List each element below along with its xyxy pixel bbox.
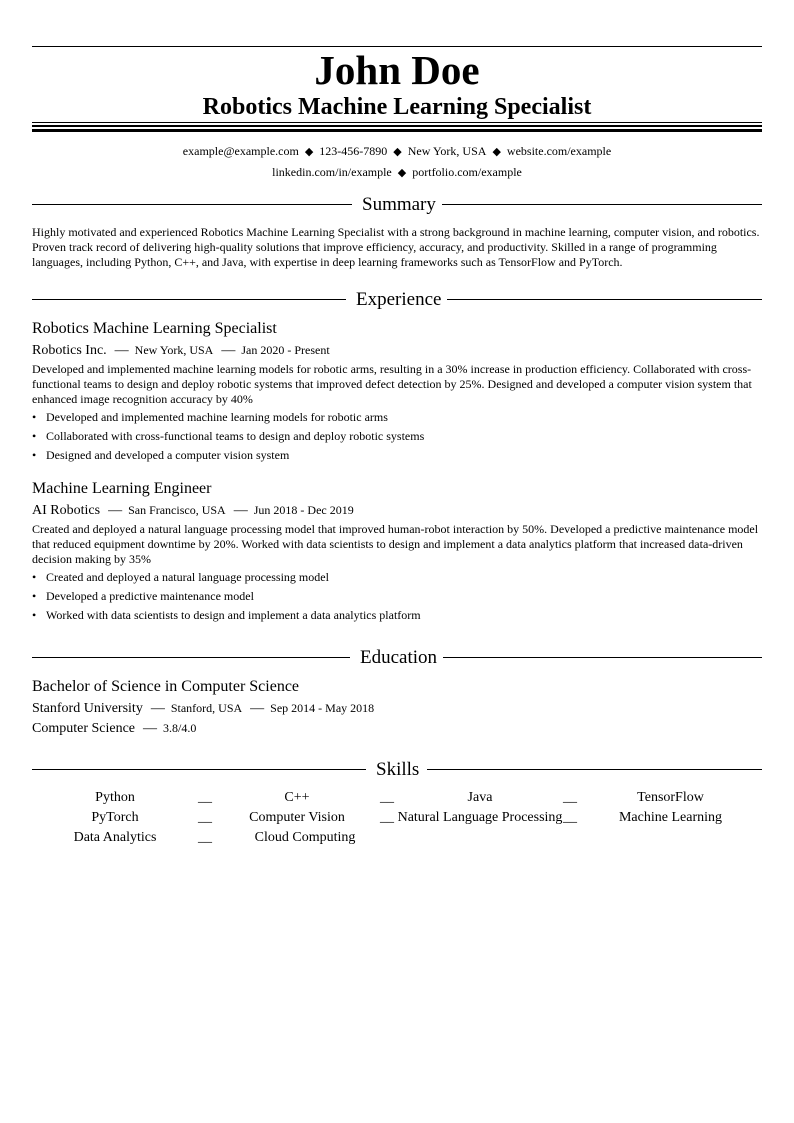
- education-heading: [32, 646, 762, 670]
- candidate-name: John Doe: [314, 47, 480, 93]
- section-rule-right: [442, 204, 762, 205]
- section-title: Summary: [362, 194, 436, 215]
- section-title: Education: [360, 647, 438, 668]
- skills-heading: [32, 758, 762, 782]
- bullet-text: Developed and implemented machine learning models for robotic arms: [46, 410, 388, 424]
- section-rule-right: [447, 299, 762, 300]
- education-dates: Sep 2014 - May 2018: [270, 701, 375, 715]
- job-title: Robotics Machine Learning Specialist: [32, 320, 277, 337]
- dash-separator: __: [380, 790, 394, 805]
- skill-item: Data Analytics: [73, 830, 157, 845]
- bullet-icon: •: [32, 448, 37, 462]
- contact-line-1: [32, 143, 762, 160]
- dash-separator: —: [143, 721, 158, 736]
- diamond-separator-icon: ◆: [304, 146, 314, 158]
- list-item: [32, 587, 762, 606]
- bullet-icon: •: [32, 410, 37, 424]
- diamond-separator-icon: ◆: [393, 146, 402, 158]
- experience-heading: [32, 288, 762, 312]
- job-bullets: [32, 408, 762, 465]
- bullet-icon: •: [32, 589, 37, 603]
- education-location: Stanford, USA: [170, 701, 243, 715]
- skill-item: PyTorch: [91, 810, 139, 825]
- education-field-row: [32, 719, 196, 738]
- education-meta: [32, 699, 374, 718]
- skill-item: Computer Vision: [249, 810, 345, 825]
- list-item: [32, 427, 762, 446]
- contact-linkedin[interactable]: linkedin.com/in/example: [272, 165, 392, 179]
- education-school: Stanford University: [32, 701, 143, 716]
- bullet-text: Developed a predictive maintenance model: [46, 589, 254, 603]
- bullet-icon: •: [32, 429, 37, 443]
- dash-separator: —: [114, 343, 129, 358]
- dash-separator: __: [198, 790, 212, 805]
- contact-email[interactable]: example@example.com: [182, 144, 299, 158]
- contact-website[interactable]: website.com/example: [506, 144, 612, 158]
- contact-location: New York, USA: [407, 144, 487, 158]
- section-rule-left: [32, 299, 346, 300]
- diamond-separator-icon: ◆: [492, 146, 501, 158]
- skill-item: Machine Learning: [618, 810, 722, 825]
- section-rule-left: [32, 657, 350, 658]
- summary-heading: [32, 193, 762, 217]
- job-company: Robotics Inc.: [32, 343, 107, 358]
- bullet-text: Collaborated with cross-functional teams to design and deploy robotic systems: [46, 429, 425, 443]
- bullet-icon: •: [32, 608, 37, 622]
- list-item: [32, 408, 762, 427]
- section-title: Skills: [376, 759, 420, 780]
- bullet-text: Created and deployed a natural language processing model: [46, 570, 329, 584]
- section-rule-right: [427, 769, 762, 770]
- job-meta: [32, 341, 330, 360]
- dash-separator: —: [108, 503, 123, 518]
- header-rule-thin: [32, 122, 762, 123]
- summary-text: Highly motivated and experienced Robotics Machine Learning Specialist with a strong background in machine learning, computer vision, and robotics. Proven track record of delivering high-quality solutions that improve efficiency, accuracy, and productivity. Skilled in a range of programming languages, including Python, C++, and Java, with expertise in deep learning frameworks such as TensorFlow and PyTorch.: [32, 225, 760, 269]
- dash-separator: __: [198, 810, 212, 825]
- skill-item: Java: [467, 790, 493, 805]
- education-degree: Bachelor of Science in Computer Science: [32, 678, 300, 695]
- contact-line-2: [32, 164, 762, 181]
- job-bullets: [32, 568, 762, 625]
- job-location: New York, USA: [134, 343, 214, 357]
- list-item: [32, 606, 762, 625]
- job-dates: Jun 2018 - Dec 2019: [253, 503, 354, 517]
- dash-separator: __: [563, 810, 577, 825]
- section-rule-right: [443, 657, 762, 658]
- bullet-text: Worked with data scientists to design and implement a data analytics platform: [46, 608, 421, 622]
- list-item: [32, 446, 762, 465]
- contact-portfolio[interactable]: portfolio.com/example: [412, 165, 522, 179]
- education-field: Computer Science: [32, 721, 136, 736]
- dash-separator: __: [563, 790, 577, 805]
- job-dates: Jan 2020 - Present: [241, 343, 330, 357]
- dash-separator: —: [150, 701, 165, 716]
- skill-item: Natural Language Processing: [397, 810, 563, 825]
- section-rule-left: [32, 204, 352, 205]
- dash-separator: __: [380, 810, 394, 825]
- job-description: Created and deployed a natural language processing model that improved human-robot interaction by 50%. Developed a predictive maintenance model that reduced equipment downtime by 20%. Worked with data scientists to design and implement a data analytics platform that increased data-driven decision making by 35%: [32, 522, 759, 566]
- skills-row: [32, 828, 762, 848]
- job-company: AI Robotics: [32, 503, 101, 518]
- job-description: Developed and implemented machine learning models for robotic arms, resulting in a 30% increase in production efficiency. Collaborated with cross-functional teams to design and deploy robotic systems that improved defect detection by 25%. Designed and developed a computer vision system that enhanced image recognition accuracy by 40%: [32, 362, 752, 406]
- skill-item: TensorFlow: [637, 790, 704, 805]
- dash-separator: —: [233, 503, 248, 518]
- dash-separator: —: [221, 343, 236, 358]
- header-rule-medium: [32, 125, 762, 127]
- job-meta: [32, 501, 354, 520]
- skill-item: Cloud Computing: [254, 830, 356, 845]
- section-title: Experience: [356, 289, 442, 310]
- dash-separator: __: [198, 830, 212, 845]
- dash-separator: —: [250, 701, 265, 716]
- header-rule-thick: [32, 129, 762, 132]
- bullet-text: Designed and developed a computer vision system: [46, 448, 290, 462]
- job-title: Machine Learning Engineer: [32, 480, 212, 497]
- job-location: San Francisco, USA: [128, 503, 226, 517]
- skills-row: [32, 788, 762, 808]
- education-gpa: 3.8/4.0: [163, 721, 197, 735]
- diamond-separator-icon: ◆: [397, 167, 407, 179]
- list-item: [32, 568, 762, 587]
- skills-row: [32, 808, 762, 828]
- candidate-title: Robotics Machine Learning Specialist: [202, 94, 592, 120]
- section-rule-left: [32, 769, 366, 770]
- bullet-icon: •: [32, 570, 37, 584]
- skills-grid: [32, 788, 762, 848]
- skill-item: Python: [95, 790, 135, 805]
- skill-item: C++: [284, 790, 310, 805]
- contact-phone[interactable]: 123-456-7890: [319, 144, 388, 158]
